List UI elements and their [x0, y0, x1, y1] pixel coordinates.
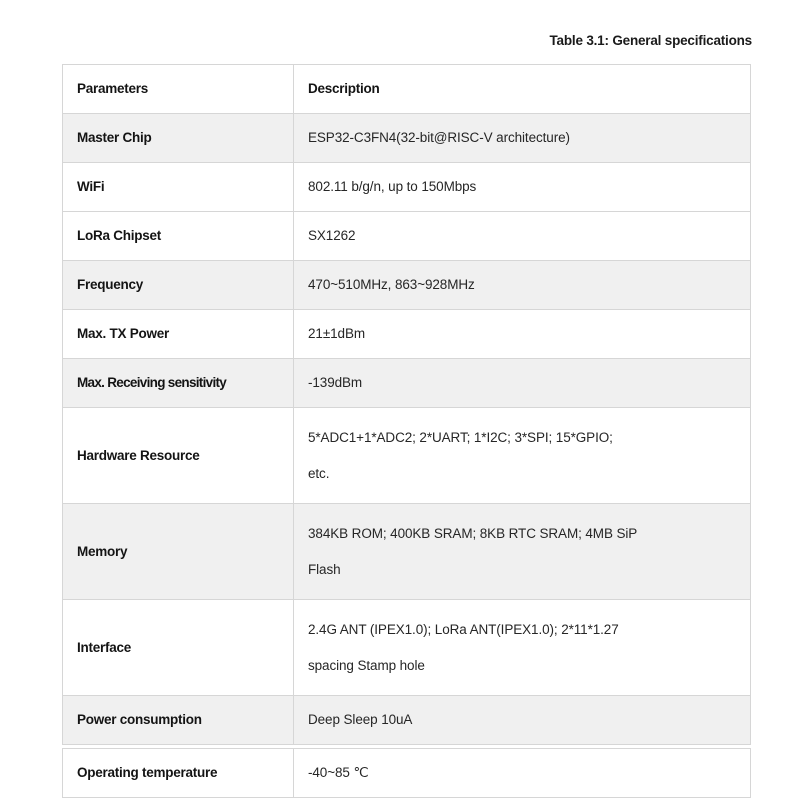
table-row	[63, 359, 751, 408]
row-parameter-cell	[63, 696, 294, 745]
table-caption: Table 3.1: General specifications	[549, 33, 752, 48]
table-row	[63, 408, 751, 504]
row-parameter-cell	[63, 504, 294, 600]
column-header-description-label: Description	[308, 81, 380, 97]
table-row	[63, 163, 751, 212]
row-parameter-label: Max. TX Power	[77, 326, 170, 342]
row-parameter-label: Power consumption	[77, 712, 202, 728]
row-description-line: ESP32-C3FN4(32-bit@RISC-V architecture)	[308, 130, 570, 146]
row-parameter-cell	[63, 749, 294, 798]
row-description-cell	[294, 310, 751, 359]
table-row	[63, 504, 751, 600]
row-parameter-cell	[63, 408, 294, 504]
table-row	[63, 600, 751, 696]
row-description-line: 470~510MHz, 863~928MHz	[308, 277, 475, 293]
row-description-line: 802.11 b/g/n, up to 150Mbps	[308, 179, 477, 195]
column-header-parameters	[63, 65, 294, 114]
row-description-line: 2.4G ANT (IPEX1.0); LoRa ANT(IPEX1.0); 2*11*1.27	[308, 622, 619, 637]
row-description-cell	[294, 600, 751, 696]
table-row	[63, 261, 751, 310]
row-description-line: -139dBm	[308, 375, 363, 391]
row-parameter-label: Interface	[77, 639, 132, 655]
row-parameter-label: WiFi	[77, 179, 105, 195]
row-parameter-label: Hardware Resource	[77, 447, 200, 463]
row-description-cell	[294, 408, 751, 504]
row-parameter-cell	[63, 114, 294, 163]
row-parameter-cell	[63, 212, 294, 261]
row-description-cell	[294, 114, 751, 163]
row-parameter-label: Master Chip	[77, 130, 152, 146]
row-description-cell	[294, 504, 751, 600]
row-description-line: -40~85 ℃	[308, 765, 369, 781]
table-row	[63, 114, 751, 163]
row-description-cell	[294, 359, 751, 408]
table-header-row	[63, 65, 751, 114]
row-description-line: Deep Sleep 10uA	[308, 712, 413, 728]
row-parameter-cell	[63, 163, 294, 212]
general-specifications-table-continued	[62, 748, 751, 798]
row-description-line: 384KB ROM; 400KB SRAM; 8KB RTC SRAM; 4MB SiP	[308, 526, 638, 541]
table-row	[63, 212, 751, 261]
row-description-line: spacing Stamp hole	[308, 657, 425, 673]
row-description-cell	[294, 212, 751, 261]
row-description-cell	[294, 163, 751, 212]
row-description-cell	[294, 696, 751, 745]
table-row	[63, 310, 751, 359]
row-description-line: SX1262	[308, 228, 356, 244]
row-parameter-label: Operating temperature	[77, 765, 218, 781]
row-description-line: 21±1dBm	[308, 326, 365, 342]
general-specifications-table	[62, 64, 751, 745]
row-parameter-cell	[63, 600, 294, 696]
row-description-line: etc.	[308, 465, 330, 481]
row-parameter-label: Memory	[77, 543, 128, 559]
row-parameter-cell	[63, 310, 294, 359]
row-description-line: Flash	[308, 561, 341, 577]
column-header-parameters-label: Parameters	[77, 81, 149, 97]
row-parameter-cell	[63, 261, 294, 310]
table-row	[63, 749, 751, 798]
row-parameter-label: Max. Receiving sensitivity	[77, 375, 227, 391]
column-header-description	[294, 65, 751, 114]
row-description-cell	[294, 261, 751, 310]
row-description-cell	[294, 749, 751, 798]
table-row	[63, 696, 751, 745]
row-parameter-cell	[63, 359, 294, 408]
row-description-line: 5*ADC1+1*ADC2; 2*UART; 1*I2C; 3*SPI; 15*GPIO;	[308, 430, 613, 445]
row-parameter-label: LoRa Chipset	[77, 228, 162, 244]
row-parameter-label: Frequency	[77, 277, 144, 293]
